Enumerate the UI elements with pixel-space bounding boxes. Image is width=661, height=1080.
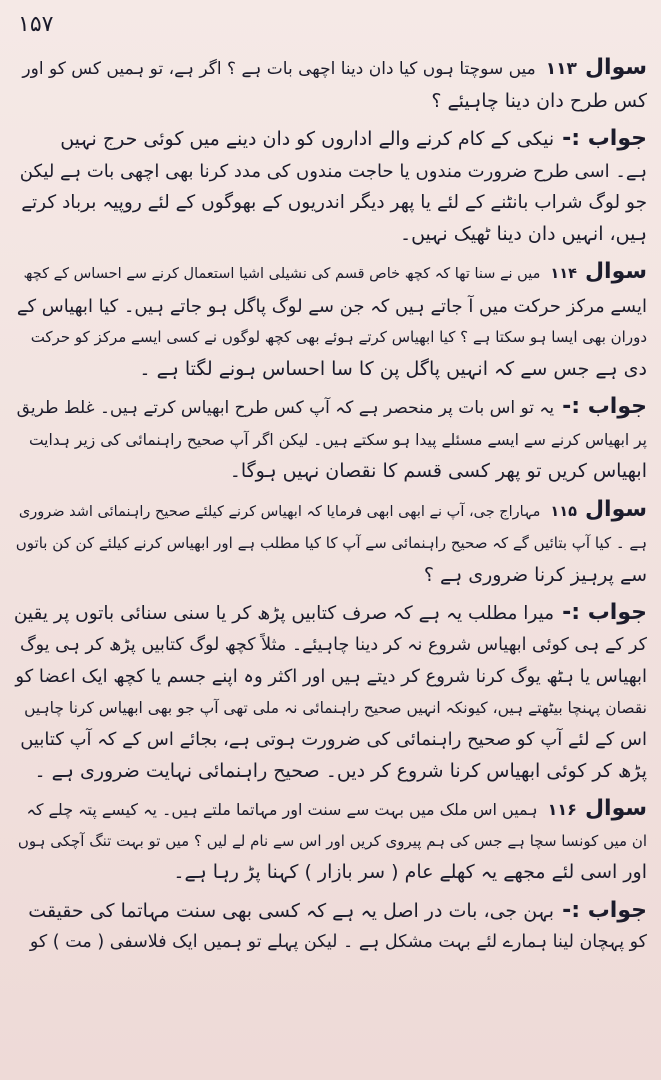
question-number: ۱۱۳ bbox=[545, 59, 577, 79]
line-text: یہ تو اس بات پر منحصر ہے کہ آپ کس طرح ابھیاس کرتے ہیں۔ غلط طریق bbox=[16, 398, 555, 418]
line-text: میرا مطلب یہ ہے کہ صرف کتابیں پڑھ کر یا سنی سنائی باتوں پر یقین bbox=[14, 603, 555, 624]
line-text: کر کے ہی کوئی ابھیاس شروع نہ کر دینا چاہیئے۔ مثلاً کچھ لوگ کتابیں پڑھ کر ہی یوگ bbox=[19, 634, 647, 655]
line-text: کو پہچان لینا ہمارے لئے بہت مشکل ہے ۔ لیکن پہلے تو ہمیں ایک فلاسفی ( مت ) کو bbox=[29, 932, 647, 952]
answer-block bbox=[14, 895, 647, 959]
line-text: اس کے لئے آپ کو صحیح راہنمائی کی ضرورت ہوتی ہے، بجائے اس کے کہ آپ کتابیں bbox=[20, 729, 647, 750]
answer-label: جواب :- bbox=[562, 126, 647, 151]
question-number: ۱۱۶ bbox=[547, 800, 577, 819]
question-block bbox=[14, 793, 647, 889]
line-text: ہے۔ اسی طرح ضرورت مندوں یا حاجت مندوں کی مدد کرنا بھی اچھی بات ہے لیکن bbox=[19, 160, 647, 182]
question-block bbox=[14, 256, 647, 385]
text-line bbox=[14, 756, 647, 788]
text-line bbox=[14, 661, 647, 693]
question-label: سوال bbox=[584, 259, 647, 284]
text-line bbox=[14, 52, 647, 86]
line-text: ایسے مرکز حرکت میں آ جاتے ہیں کہ جن سے لوگ پاگل ہو جاتے ہیں۔ کیا ابھیاس کے bbox=[16, 295, 647, 317]
page-content bbox=[14, 52, 647, 965]
text-line bbox=[14, 456, 647, 488]
text-line bbox=[14, 693, 647, 725]
question-number: ۱۱۴ bbox=[550, 266, 577, 282]
text-line bbox=[14, 291, 647, 323]
question-block bbox=[14, 52, 647, 117]
line-text: سے پرہیز کرنا ضروری ہے ؟ bbox=[423, 563, 647, 586]
text-line bbox=[14, 391, 647, 425]
line-text: دوران بھی ایسا ہو سکتا ہے ؟ کیا ابھیاس کرتے ہوئے بھی کچھ لوگوں نے کسی ایسے مرکز کو حرکت bbox=[30, 328, 647, 346]
line-text: ابھیاس یا ہٹھ یوگ کرنا شروع کر دیتے ہیں اور اکثر وہ اپنے جسم یا کچھ ایک اعضا کو bbox=[15, 666, 647, 687]
line-text: بہن جی، بات در اصل یہ ہے کہ کسی بھی سنت مہاتما کی حقیقت bbox=[28, 899, 555, 922]
text-line bbox=[14, 528, 647, 560]
answer-label: جواب :- bbox=[562, 394, 647, 419]
text-line bbox=[14, 560, 647, 592]
text-line bbox=[14, 826, 647, 858]
text-line bbox=[14, 156, 647, 188]
line-text: پڑھ کر کوئی ابھیاس کرنا شروع کر دیں۔ صحیح راہنمائی نہایت ضروری ہے ۔ bbox=[34, 759, 647, 782]
line-text: ان میں کونسا سچا ہے جس کی ہم پیروی کریں اور اس سے نام لے لیں ؟ میں تو بہت تنگ آچکی ہوں bbox=[17, 831, 647, 850]
line-text: ہے ۔ کیا آپ بتائیں گے کہ صحیح راہنمائی سے آپ کا کیا مطلب ہے اور ابھیاس کرنے کیلئے کن کن باتوں bbox=[15, 534, 647, 552]
line-text: نقصان پہنچا بیٹھتے ہیں، کیونکہ انہیں صحیح راہنمائی نہ ملی تھی آپ جو بھی ابھیاس کرنا چاہیں bbox=[24, 698, 647, 717]
line-text: ہیں، انہیں دان دینا ٹھیک نہیں۔ bbox=[399, 222, 647, 245]
line-text: جو لوگ شراب بانٹنے کے لئے یا پھر دیگر اندریوں کے بھوگوں کے لئے روپیہ برباد کرتے bbox=[21, 192, 647, 213]
answer-label: جواب :- bbox=[562, 897, 647, 923]
answer-block bbox=[14, 597, 647, 787]
text-line bbox=[14, 494, 647, 529]
text-line bbox=[14, 857, 647, 889]
line-text: کس طرح دان دینا چاہیئے ؟ bbox=[431, 89, 647, 112]
question-label: سوال bbox=[584, 796, 647, 821]
text-line bbox=[14, 425, 647, 457]
line-text: میں نے سنا تھا کہ کچھ خاص قسم کی نشیلی اشیا استعمال کرنے سے احساس کے کچھ bbox=[23, 266, 541, 282]
line-text: دی ہے جس سے کہ انہیں پاگل پن کا سا احساس ہونے لگتا ہے ۔ bbox=[139, 357, 647, 380]
line-text: نیکی کے کام کرنے والے اداروں کو دان دینے میں کوئی حرج نہیں bbox=[60, 128, 555, 150]
line-text: ابھیاس کریں تو پھر کسی قسم کا نقصان نہیں ہوگا۔ bbox=[229, 460, 647, 482]
answer-label: جواب :- bbox=[562, 600, 647, 625]
text-line bbox=[14, 187, 647, 219]
text-line bbox=[14, 86, 647, 118]
page-number: ۱۵۷ bbox=[18, 12, 54, 37]
text-line bbox=[14, 895, 647, 928]
text-line bbox=[14, 630, 647, 662]
text-line bbox=[14, 724, 647, 756]
text-line bbox=[14, 256, 647, 291]
line-text: ہمیں اس ملک میں بہت سے سنت اور مہاتما ملتے ہیں۔ یہ کیسے پتہ چلے کہ bbox=[26, 800, 538, 819]
line-text: اور اسی لئے مجھے یہ کھلے عام ( سر بازار ) کہنا پڑ رہا ہے۔ bbox=[173, 861, 647, 883]
line-text: میں سوچتا ہوں کیا دان دینا اچھی بات ہے ؟ اگر ہے، تو ہمیں کس کو اور bbox=[22, 59, 536, 79]
question-label: سوال bbox=[584, 55, 647, 80]
line-text: مہاراج جی، آپ نے ابھی ابھی فرمایا کہ ابھیاس کرنے کیلئے صحیح راہنمائی اشد ضروری bbox=[18, 503, 541, 520]
text-line bbox=[14, 123, 647, 156]
text-line bbox=[14, 793, 647, 826]
text-line bbox=[14, 219, 647, 251]
question-label: سوال bbox=[584, 496, 647, 522]
text-line bbox=[14, 927, 647, 959]
text-line bbox=[14, 322, 647, 354]
text-line bbox=[14, 354, 647, 386]
question-number: ۱۱۵ bbox=[550, 503, 577, 520]
text-line bbox=[14, 597, 647, 630]
question-block bbox=[14, 494, 647, 592]
answer-block bbox=[14, 391, 647, 488]
answer-block bbox=[14, 123, 647, 250]
line-text: پر ابھیاس کرنے سے ایسے مسئلے پیدا ہو سکتے ہیں۔ لیکن اگر آپ صحیح راہنمائی کی زیر ہدایت bbox=[28, 430, 647, 449]
